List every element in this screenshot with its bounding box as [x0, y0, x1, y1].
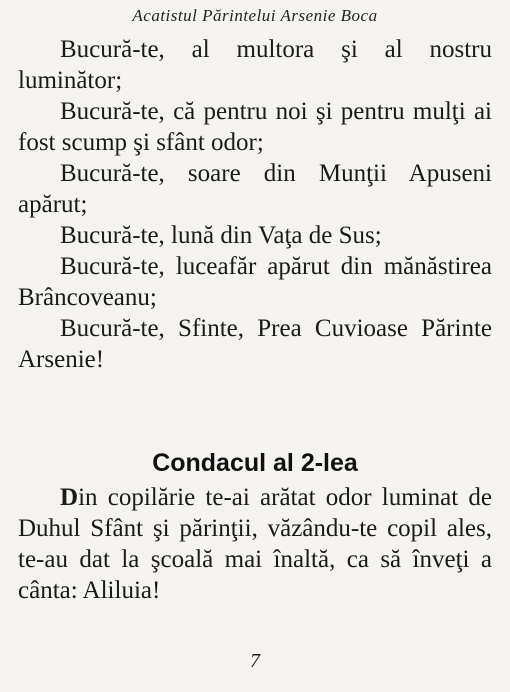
stanza-line: Bucură-te, al multora şi al nostru luminător;	[18, 36, 492, 94]
stanza-line: Bucură-te, Sfinte, Prea Cuvioase Părinte Arsenie!	[18, 315, 492, 373]
stanza-line: Bucură-te, lună din Vaţa de Sus;	[60, 222, 382, 249]
page-number: 7	[250, 650, 260, 672]
running-header: Acatistul Părintelui Arsenie Boca	[132, 6, 378, 25]
condac-paragraph	[18, 482, 492, 606]
stanza-line: Bucură-te, luceafăr apărut din mănăstirea Brâncoveanu;	[18, 253, 492, 311]
section-heading: Condacul al 2-lea	[152, 449, 358, 477]
stanza-block	[18, 34, 492, 375]
condac-text-block	[18, 482, 492, 606]
condac-text: in copilărie te-ai arătat odor luminat de Duhul Sfânt şi părinţii, văzându-te copil ales, te-au dat la şcoală mai înaltă, ca să înveţi a cânta: Aliluia!	[18, 484, 492, 604]
stanza-line: Bucură-te, că pentru noi şi pentru mulţi ai fost scump şi sfânt odor;	[18, 98, 492, 156]
stanza-line: Bucură-te, soare din Munţii Apuseni apărut;	[18, 160, 492, 218]
drop-cap: D	[60, 484, 79, 511]
